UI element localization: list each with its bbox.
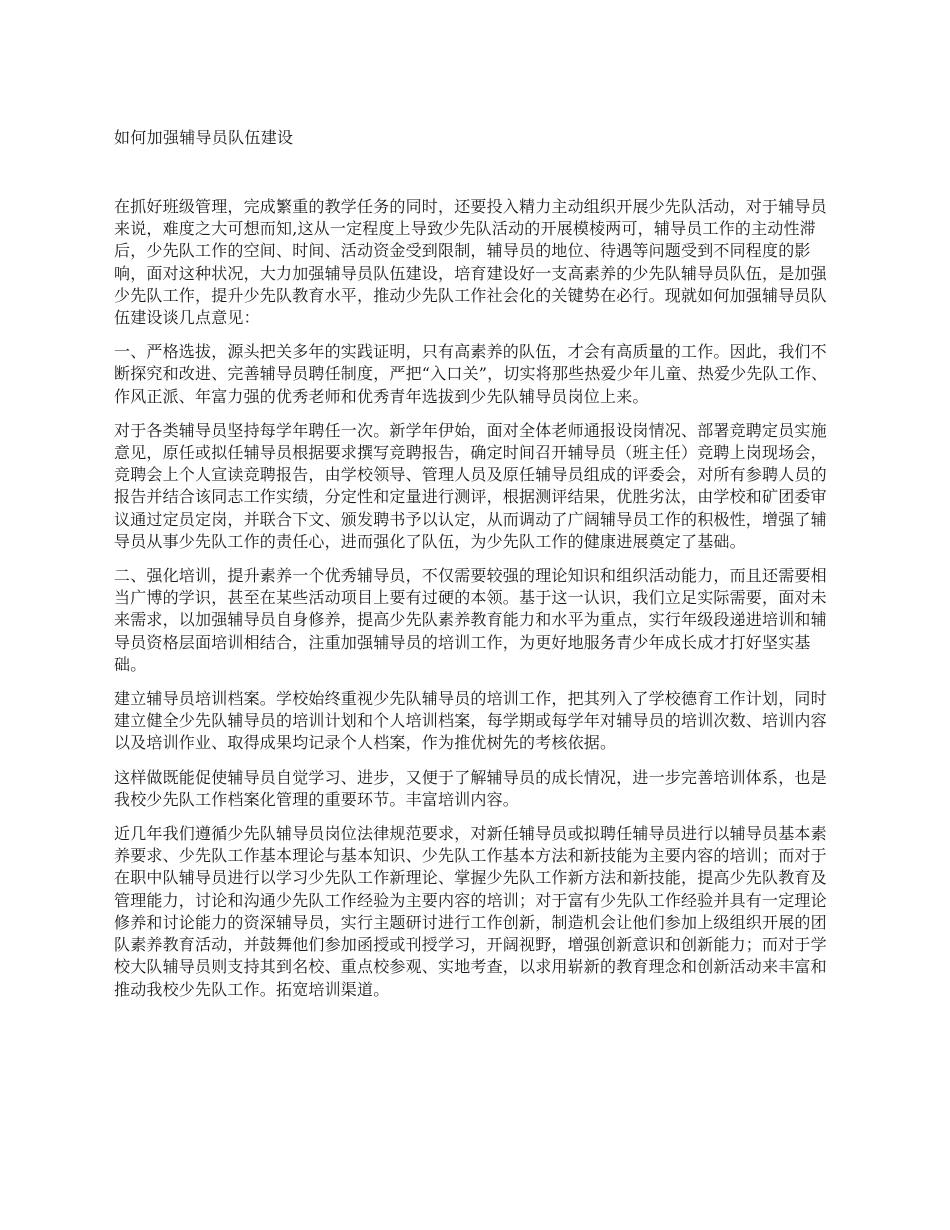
paragraph-intro: 在抓好班级管理，完成繁重的教学任务的同时，还要投入精力主动组织开展少先队活动，对于辅导员来说，难度之大可想而知,这从一定程度上导致少先队活动的开展模棱两可，辅导员工作的主动性滞后，少先队工作的空间、时间、活动资金受到限制，辅导员的地位、待遇等问题受到不同程度的影响，面对这种状况，大力加强辅导员队伍建设，培育建设好一支高素养的少先队辅导员队伍，是加强少先队工作，提升少先队教育水平，推动少先队工作社会化的关键势在必行。现就如何加强辅导员队伍建设谈几点意见： (114, 197, 827, 328)
paragraph-training-records: 建立辅导员培训档案。学校始终重视少先队辅导员的培训工作，把其列入了学校德育工作计划，同时建立健全少先队辅导员的培训计划和个人培训档案，每学期或每学年对辅导员的培训次数、培训内容以及培训作业、取得成果均记录个人档案，作为推优树先的考核依据。 (114, 689, 827, 753)
paragraph-training-content: 近几年我们遵循少先队辅导员岗位法律规范要求，对新任辅导员或拟聘任辅导员进行以辅导员基本素养要求、少先队工作基本理论与基本知识、少先队工作基本方法和新技能为主要内容的培训；而对于在职中队辅导员进行以学习少先队工作新理论、掌握少先队工作新方法和新技能，提高少先队教育及管理能力，讨论和沟通少先队工作经验为主要内容的培训；对于富有少先队工作经验并具有一定理论修养和讨论能力的资深辅导员，实行主题研讨进行工作创新，制造机会让他们参加上级组织开展的团队素养教育活动，并鼓舞他们参加函授或刊授学习，开阔视野，增强创新意识和创新能力；而对于学校大队辅导员则支持其到名校、重点校参观、实地考查，以求用崭新的教育理念和创新活动来丰富和推动我校少先队工作。拓宽培训渠道。 (114, 824, 827, 999)
document-body (114, 196, 838, 1013)
paragraph-appointment: 对于各类辅导员坚持每学年聘任一次。新学年伊始，面对全体老师通报设岗情况、部署竞聘定员实施意见，原任或拟任辅导员根据要求撰写竞聘报告，确定时间召开辅导员（班主任）竞聘上岗现场会，竞聘会上个人宣读竞聘报告，由学校领导、管理人员及原任辅导员组成的评委会，对所有参聘人员的报告并结合该同志工作实绩，分定性和定量进行测评，根据测评结果，优胜劣汰，由学校和矿团委审议通过定员定岗，并联合下文、颁发聘书予以认定，从而调动了广阔辅导员工作的积极性，增强了辅导员从事少先队工作的责任心，进而强化了队伍，为少先队工作的健康进展奠定了基础。 (114, 420, 827, 551)
paragraph-training: 二、强化培训，提升素养一个优秀辅导员，不仅需要较强的理论知识和组织活动能力，而且还需要相当广博的学识，甚至在某些活动项目上要有过硬的本领。基于这一认识，我们立足实际需要，面对未来需求，以加强辅导员自身修养，提高少先队素养教育能力和水平为重点，实行年级段递进培训和辅导员资格层面培训相结合，注重加强辅导员的培训工作，为更好地服务青少年成长成才打好坚实基础。 (114, 566, 827, 674)
paragraph-training-system: 这样做既能促使辅导员自觉学习、进步，又便于了解辅导员的成长情况，进一步完善培训体系，也是我校少先队工作档案化管理的重要环节。丰富培训内容。 (114, 767, 827, 809)
document-title: 如何加强辅导员队伍建设 (114, 128, 294, 147)
paragraph-selection: 一、严格选拔，源头把关多年的实践证明，只有高素养的队伍，才会有高质量的工作。因此，我们不断探究和改进、完善辅导员聘任制度，严把“入口关”，切实将那些热爱少年儿童、热爱少先队工作、作风正派、年富力强的优秀老师和优秀青年选拔到少先队辅导员岗位上来。 (114, 342, 828, 406)
